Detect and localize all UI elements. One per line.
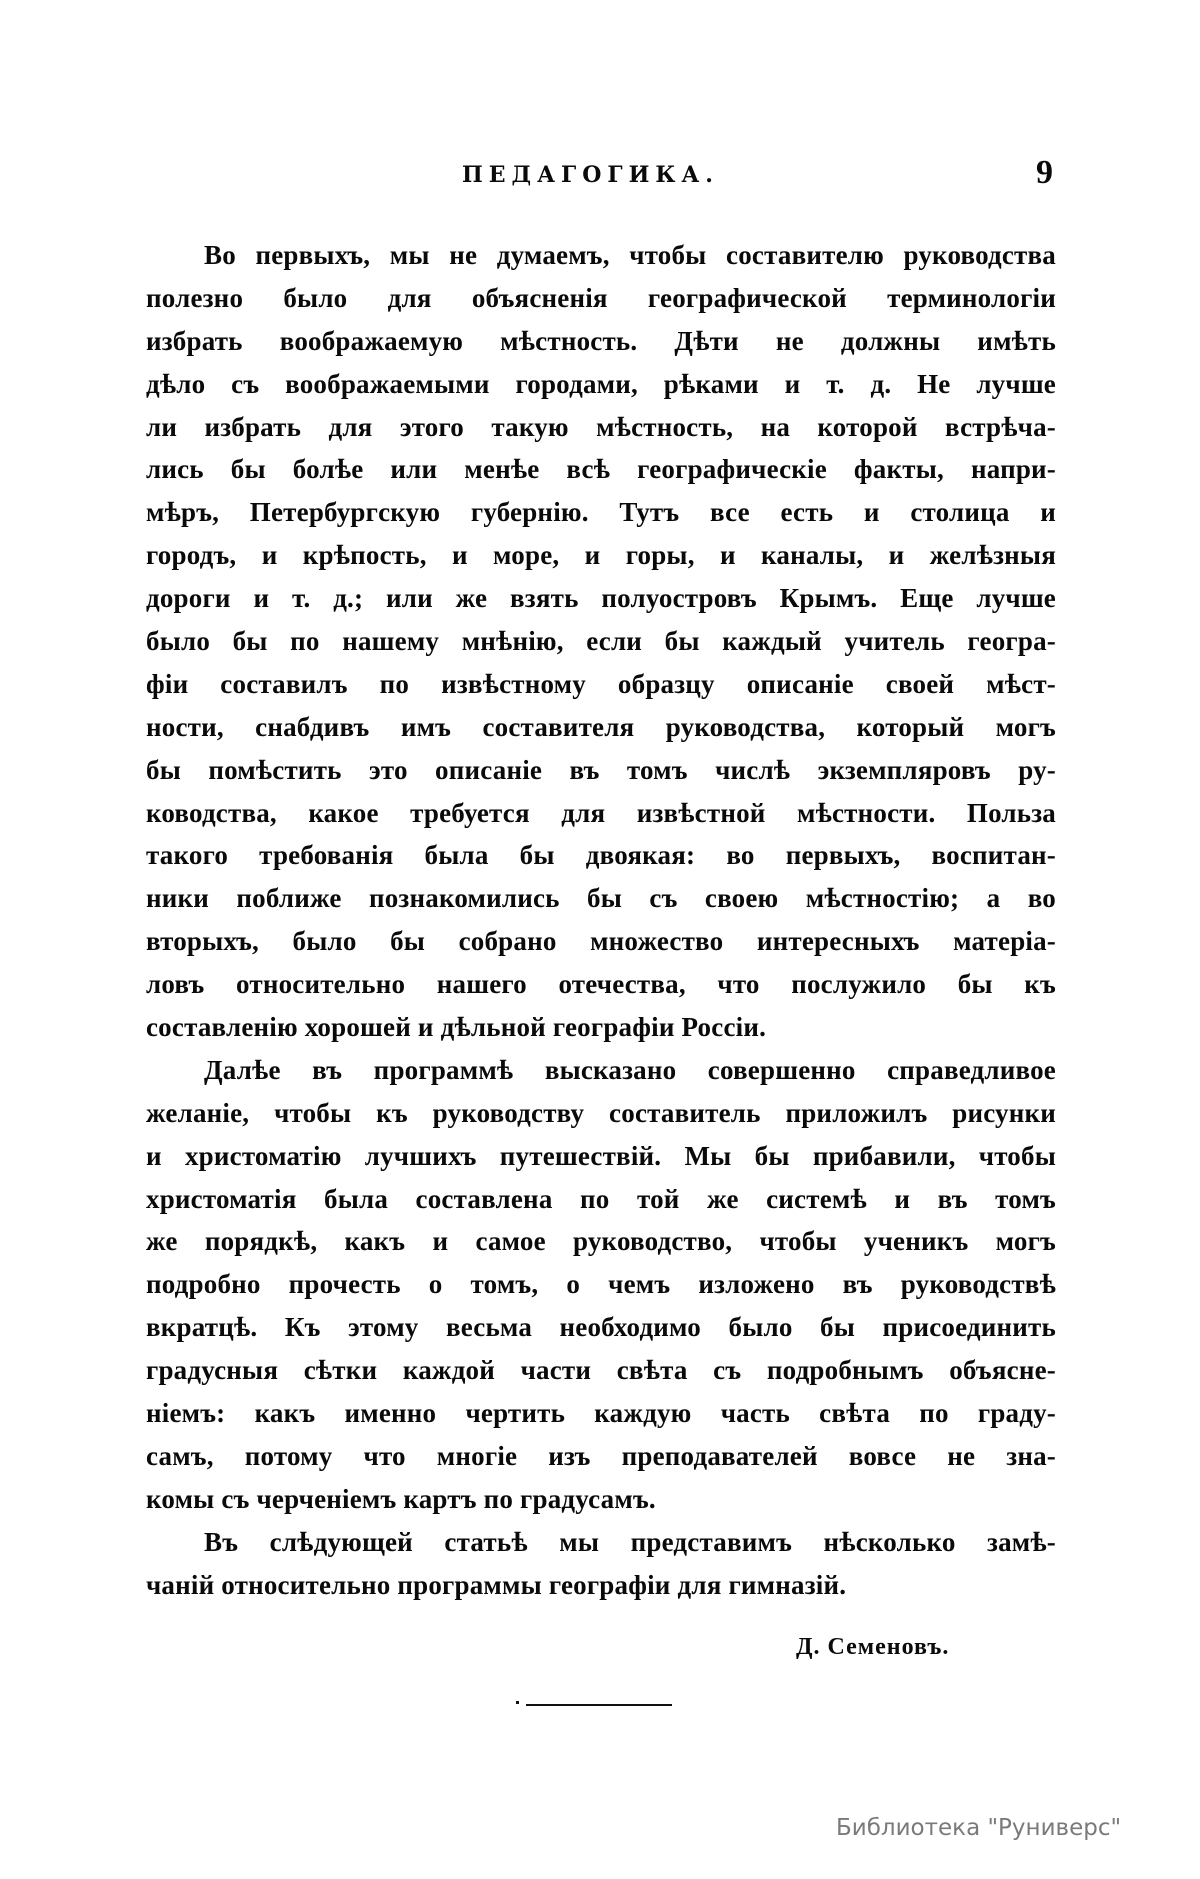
text-line: такого требованія была бы двоякая: во первыхъ, воспитан- bbox=[146, 840, 1056, 871]
text-line: бы помѣстить это описаніе въ томъ числѣ экземпляровъ ру- bbox=[146, 754, 1056, 785]
text-line: желаніе, чтобы къ руководству составитель приложилъ рисунки bbox=[146, 1097, 1056, 1128]
text-line: лись бы болѣе или менѣе всѣ географическіе факты, напри- bbox=[146, 454, 1056, 485]
article-body bbox=[146, 234, 1056, 1607]
text-line: составленію хорошей и дѣльной географіи Россіи. bbox=[146, 1012, 767, 1043]
text-line: христоматія была составлена по той же системѣ и въ томъ bbox=[146, 1183, 1056, 1214]
running-head: ПЕДАГОГИКА. bbox=[462, 162, 719, 188]
end-rule bbox=[526, 1704, 672, 1706]
text-line: чаній относительно программы географіи для гимназій. bbox=[146, 1569, 847, 1600]
text-line: вкратцѣ. Къ этому весьма необходимо было бы присоединить bbox=[146, 1312, 1056, 1343]
text-line: ководства, какое требуется для извѣстной мѣстности. Польза bbox=[146, 797, 1056, 828]
text-line: ности, снабдивъ имъ составителя руководства, который могъ bbox=[146, 711, 1056, 742]
text-line: градусныя сѣтки каждой части свѣта съ подробнымъ объясне- bbox=[146, 1355, 1056, 1386]
text-line: фіи составилъ по извѣстному образцу описаніе своей мѣст- bbox=[146, 668, 1056, 699]
text-line: комы съ черченіемъ картъ по градусамъ. bbox=[146, 1483, 656, 1514]
text-line: подробно прочесть о томъ, о чемъ изложено въ руководствѣ bbox=[146, 1269, 1056, 1300]
text-line: ніемъ: какъ именно чертить каждую часть свѣта по граду- bbox=[146, 1398, 1056, 1429]
text-line: же порядкѣ, какъ и самое руководство, чтобы ученикъ могъ bbox=[146, 1226, 1056, 1257]
end-rule-dot bbox=[516, 1701, 519, 1704]
text-line: и христоматію лучшихъ путешествій. Мы бы прибавили, чтобы bbox=[146, 1140, 1056, 1171]
signature: Д. Семеновъ. bbox=[796, 1634, 950, 1660]
text-line: дороги и т. д.; или же взять полуостровъ Крымъ. Еще лучше bbox=[146, 583, 1056, 614]
page-number: 9 bbox=[1036, 154, 1053, 191]
text-line: Во первыхъ, мы не думаемъ, чтобы составителю руководства bbox=[204, 240, 1056, 270]
text-line: Далѣе въ программѣ высказано совершенно справедливое bbox=[204, 1054, 1056, 1085]
text-line: мѣръ, Петербургскую губернію. Тутъ все есть и столица и bbox=[146, 497, 1056, 528]
text-line: было бы по нашему мнѣнію, если бы каждый учитель геогра- bbox=[146, 626, 1056, 657]
library-watermark: Библиотека "Руниверс" bbox=[836, 1815, 1122, 1841]
text-line: полезно было для объясненія географической терминологіи bbox=[146, 282, 1056, 313]
text-line: ловъ относительно нашего отечества, что послужило бы къ bbox=[146, 969, 1056, 1000]
text-line: самъ, потому что многіе изъ преподавателей вовсе не зна- bbox=[146, 1440, 1056, 1471]
text-line: Въ слѣдующей статьѣ мы представимъ нѣсколько замѣ- bbox=[204, 1526, 1056, 1557]
text-line: городъ, и крѣпость, и море, и горы, и каналы, и желѣзныя bbox=[146, 540, 1056, 571]
text-line: избрать воображаемую мѣстность. Дѣти не должны имѣть bbox=[146, 325, 1056, 356]
text-line: дѣло съ воображаемыми городами, рѣками и т. д. Не лучше bbox=[146, 368, 1056, 399]
text-line: вторыхъ, было бы собрано множество интересныхъ матеріа- bbox=[146, 926, 1056, 957]
text-line: ли избрать для этого такую мѣстность, на которой встрѣча- bbox=[146, 411, 1056, 442]
text-line: ники поближе познакомились бы съ своею мѣстностію; а во bbox=[146, 883, 1056, 914]
